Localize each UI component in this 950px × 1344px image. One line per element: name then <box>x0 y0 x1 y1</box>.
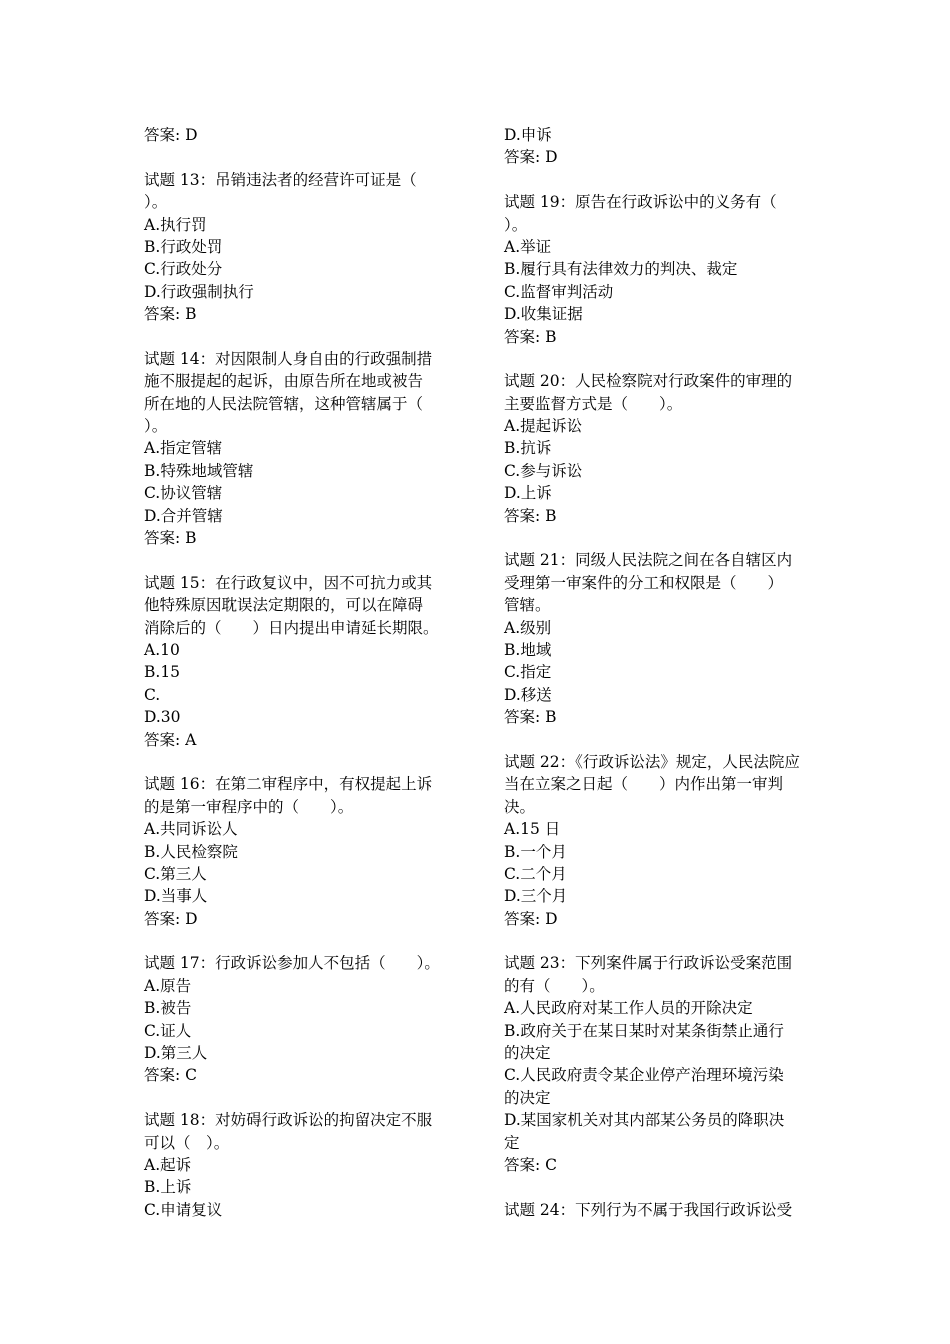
question-line: 试题 22：《行政诉讼法》规定，人民法院应 <box>504 752 800 771</box>
text-line: 决。 <box>504 797 536 816</box>
text-line: 可以（ ）。 <box>144 1133 230 1152</box>
option-line: D.某国家机关对其内部某公务员的降职决 <box>504 1111 785 1130</box>
option-line: B.上诉 <box>144 1178 192 1197</box>
question-line: 试题 14：对因限制人身自由的行政强制措 <box>144 349 433 368</box>
question-line: 试题 23：下列案件属于行政诉讼受案范围 <box>504 954 793 973</box>
option-line: A.执行罚 <box>144 215 207 234</box>
option-line: D.30 <box>144 708 181 727</box>
block-spacer <box>144 1087 450 1109</box>
option-line: C.申请复议 <box>144 1200 223 1219</box>
option-line: C.监督审判活动 <box>504 282 614 301</box>
answer-line: 答案: D <box>144 909 198 928</box>
question-block-q22 <box>504 751 810 930</box>
block-spacer <box>144 549 450 571</box>
question-block-q13 <box>144 169 450 326</box>
question-block-q15 <box>144 572 450 751</box>
answer-line: 答案: B <box>144 529 197 548</box>
option-line: D.移送 <box>504 685 552 704</box>
option-line: C.行政处分 <box>144 260 223 279</box>
option-line: A.原告 <box>144 976 192 995</box>
text-line: ）。 <box>144 193 168 212</box>
option-line: A.共同诉讼人 <box>144 820 238 839</box>
text-line: 的决定 <box>504 1088 551 1107</box>
option-line: D.当事人 <box>144 887 208 906</box>
question-block-q20 <box>504 370 810 527</box>
question-block-q18-cont <box>504 124 810 169</box>
option-line: B.被告 <box>144 999 192 1018</box>
option-line: D.上诉 <box>504 484 552 503</box>
question-block-q24 <box>504 1199 810 1221</box>
answer-line: 答案: D <box>504 148 558 167</box>
option-line: C. <box>144 685 161 704</box>
option-line: B.地域 <box>504 640 552 659</box>
option-line: D.第三人 <box>144 1044 208 1063</box>
option-line: A.指定管辖 <box>144 439 223 458</box>
text-line: 当在立案之日起（ ）内作出第一审判 <box>504 775 784 794</box>
text-line: ）。 <box>144 417 168 436</box>
block-spacer <box>504 169 810 191</box>
option-line: C.人民政府责令某企业停产治理环境污染 <box>504 1066 784 1085</box>
question-block-q16 <box>144 773 450 930</box>
question-line: 试题 21：同级人民法院之间在各自辖区内 <box>504 551 793 570</box>
option-line: D.收集证据 <box>504 305 583 324</box>
option-line: A.人民政府对某工作人员的开除决定 <box>504 999 753 1018</box>
answer-line: 答案: A <box>144 730 197 749</box>
question-block-q23 <box>504 952 810 1176</box>
answer-line: 答案: C <box>504 1155 558 1174</box>
text-line: ）。 <box>504 215 528 234</box>
option-line: D.三个月 <box>504 887 568 906</box>
option-line: D.申诉 <box>504 126 552 144</box>
option-line: B.政府关于在某日某时对某条街禁止通行 <box>504 1021 784 1040</box>
option-line: A.提起诉讼 <box>504 417 583 436</box>
option-line: C.指定 <box>504 663 552 682</box>
block-spacer <box>504 930 810 952</box>
option-line: C.第三人 <box>144 864 207 883</box>
block-spacer <box>144 930 450 952</box>
block-spacer <box>504 348 810 370</box>
option-line: A.10 <box>144 640 180 659</box>
option-line: A.举证 <box>504 237 552 256</box>
text-line: 他特殊原因耽误法定期限的，可以在障碍 <box>144 596 424 615</box>
question-block-q18 <box>144 1109 450 1221</box>
option-line: D.行政强制执行 <box>144 282 254 301</box>
option-line: B.履行具有法律效力的判决、裁定 <box>504 260 738 279</box>
text-line: 受理第一审案件的分工和权限是（ ） <box>504 573 784 592</box>
option-line: D.合并管辖 <box>144 506 223 525</box>
option-line: A.起诉 <box>144 1155 192 1174</box>
answer-line: 答案: B <box>504 506 557 525</box>
answer-line: 答案: D <box>144 126 198 144</box>
question-block-q19 <box>504 191 810 348</box>
text-line: 的决定 <box>504 1044 551 1063</box>
text-line: 所在地的人民法院管辖，这种管辖属于（ <box>144 394 424 413</box>
option-line: C.证人 <box>144 1021 192 1040</box>
option-line: C.协议管辖 <box>144 484 223 503</box>
question-line: 试题 20：人民检察院对行政案件的审理的 <box>504 372 793 391</box>
answer-line: 答案: B <box>504 327 557 346</box>
option-line: B.特殊地域管辖 <box>144 461 254 480</box>
question-block-q21 <box>504 549 810 728</box>
block-spacer <box>144 326 450 348</box>
block-spacer <box>504 729 810 751</box>
option-line: C.二个月 <box>504 864 567 883</box>
option-line: B.人民检察院 <box>144 842 238 861</box>
option-line: B.一个月 <box>504 842 567 861</box>
block-spacer <box>144 146 450 168</box>
question-line: 试题 18：对妨碍行政诉讼的拘留决定不服 <box>144 1111 433 1130</box>
option-line: A.15 日 <box>504 820 561 839</box>
option-line: A.级别 <box>504 618 552 637</box>
block-spacer <box>504 1176 810 1198</box>
block-spacer <box>504 527 810 549</box>
right-column <box>504 124 810 1221</box>
question-line: 试题 17：行政诉讼参加人不包括（ ）。 <box>144 954 440 973</box>
option-line: B.15 <box>144 663 181 682</box>
left-column <box>144 124 450 1221</box>
question-block-q14 <box>144 348 450 550</box>
block-spacer <box>144 751 450 773</box>
answer-line: 答案: D <box>504 909 558 928</box>
option-line: B.抗诉 <box>504 439 552 458</box>
answer-line: 答案: B <box>504 708 557 727</box>
question-block-q17 <box>144 952 450 1086</box>
text-line: 主要监督方式是（ ）。 <box>504 394 683 413</box>
question-line: 试题 16：在第二审程序中，有权提起上诉 <box>144 775 433 794</box>
text-line: 管辖。 <box>504 596 551 615</box>
answer-line: 答案: B <box>144 305 197 324</box>
text-line: 施不服提起的起诉，由原告所在地或被告 <box>144 372 424 391</box>
question-line: 试题 19：原告在行政诉讼中的义务有（ <box>504 193 777 212</box>
answer-line: 答案: C <box>144 1066 198 1085</box>
question-line: 试题 24：下列行为不属于我国行政诉讼受 <box>504 1200 793 1219</box>
option-line: B.行政处罚 <box>144 237 223 256</box>
question-block-top-answer <box>144 124 450 146</box>
question-line: 试题 15：在行政复议中，因不可抗力或其 <box>144 573 433 592</box>
question-line: 试题 13：吊销违法者的经营许可证是（ <box>144 170 417 189</box>
option-line: C.参与诉讼 <box>504 461 583 480</box>
text-line: 的是第一审程序中的（ ）。 <box>144 797 354 816</box>
text-line: 消除后的（ ）日内提出申请延长期限。 <box>144 618 439 637</box>
text-line: 定 <box>504 1133 520 1152</box>
text-line: 的有（ ）。 <box>504 976 605 995</box>
